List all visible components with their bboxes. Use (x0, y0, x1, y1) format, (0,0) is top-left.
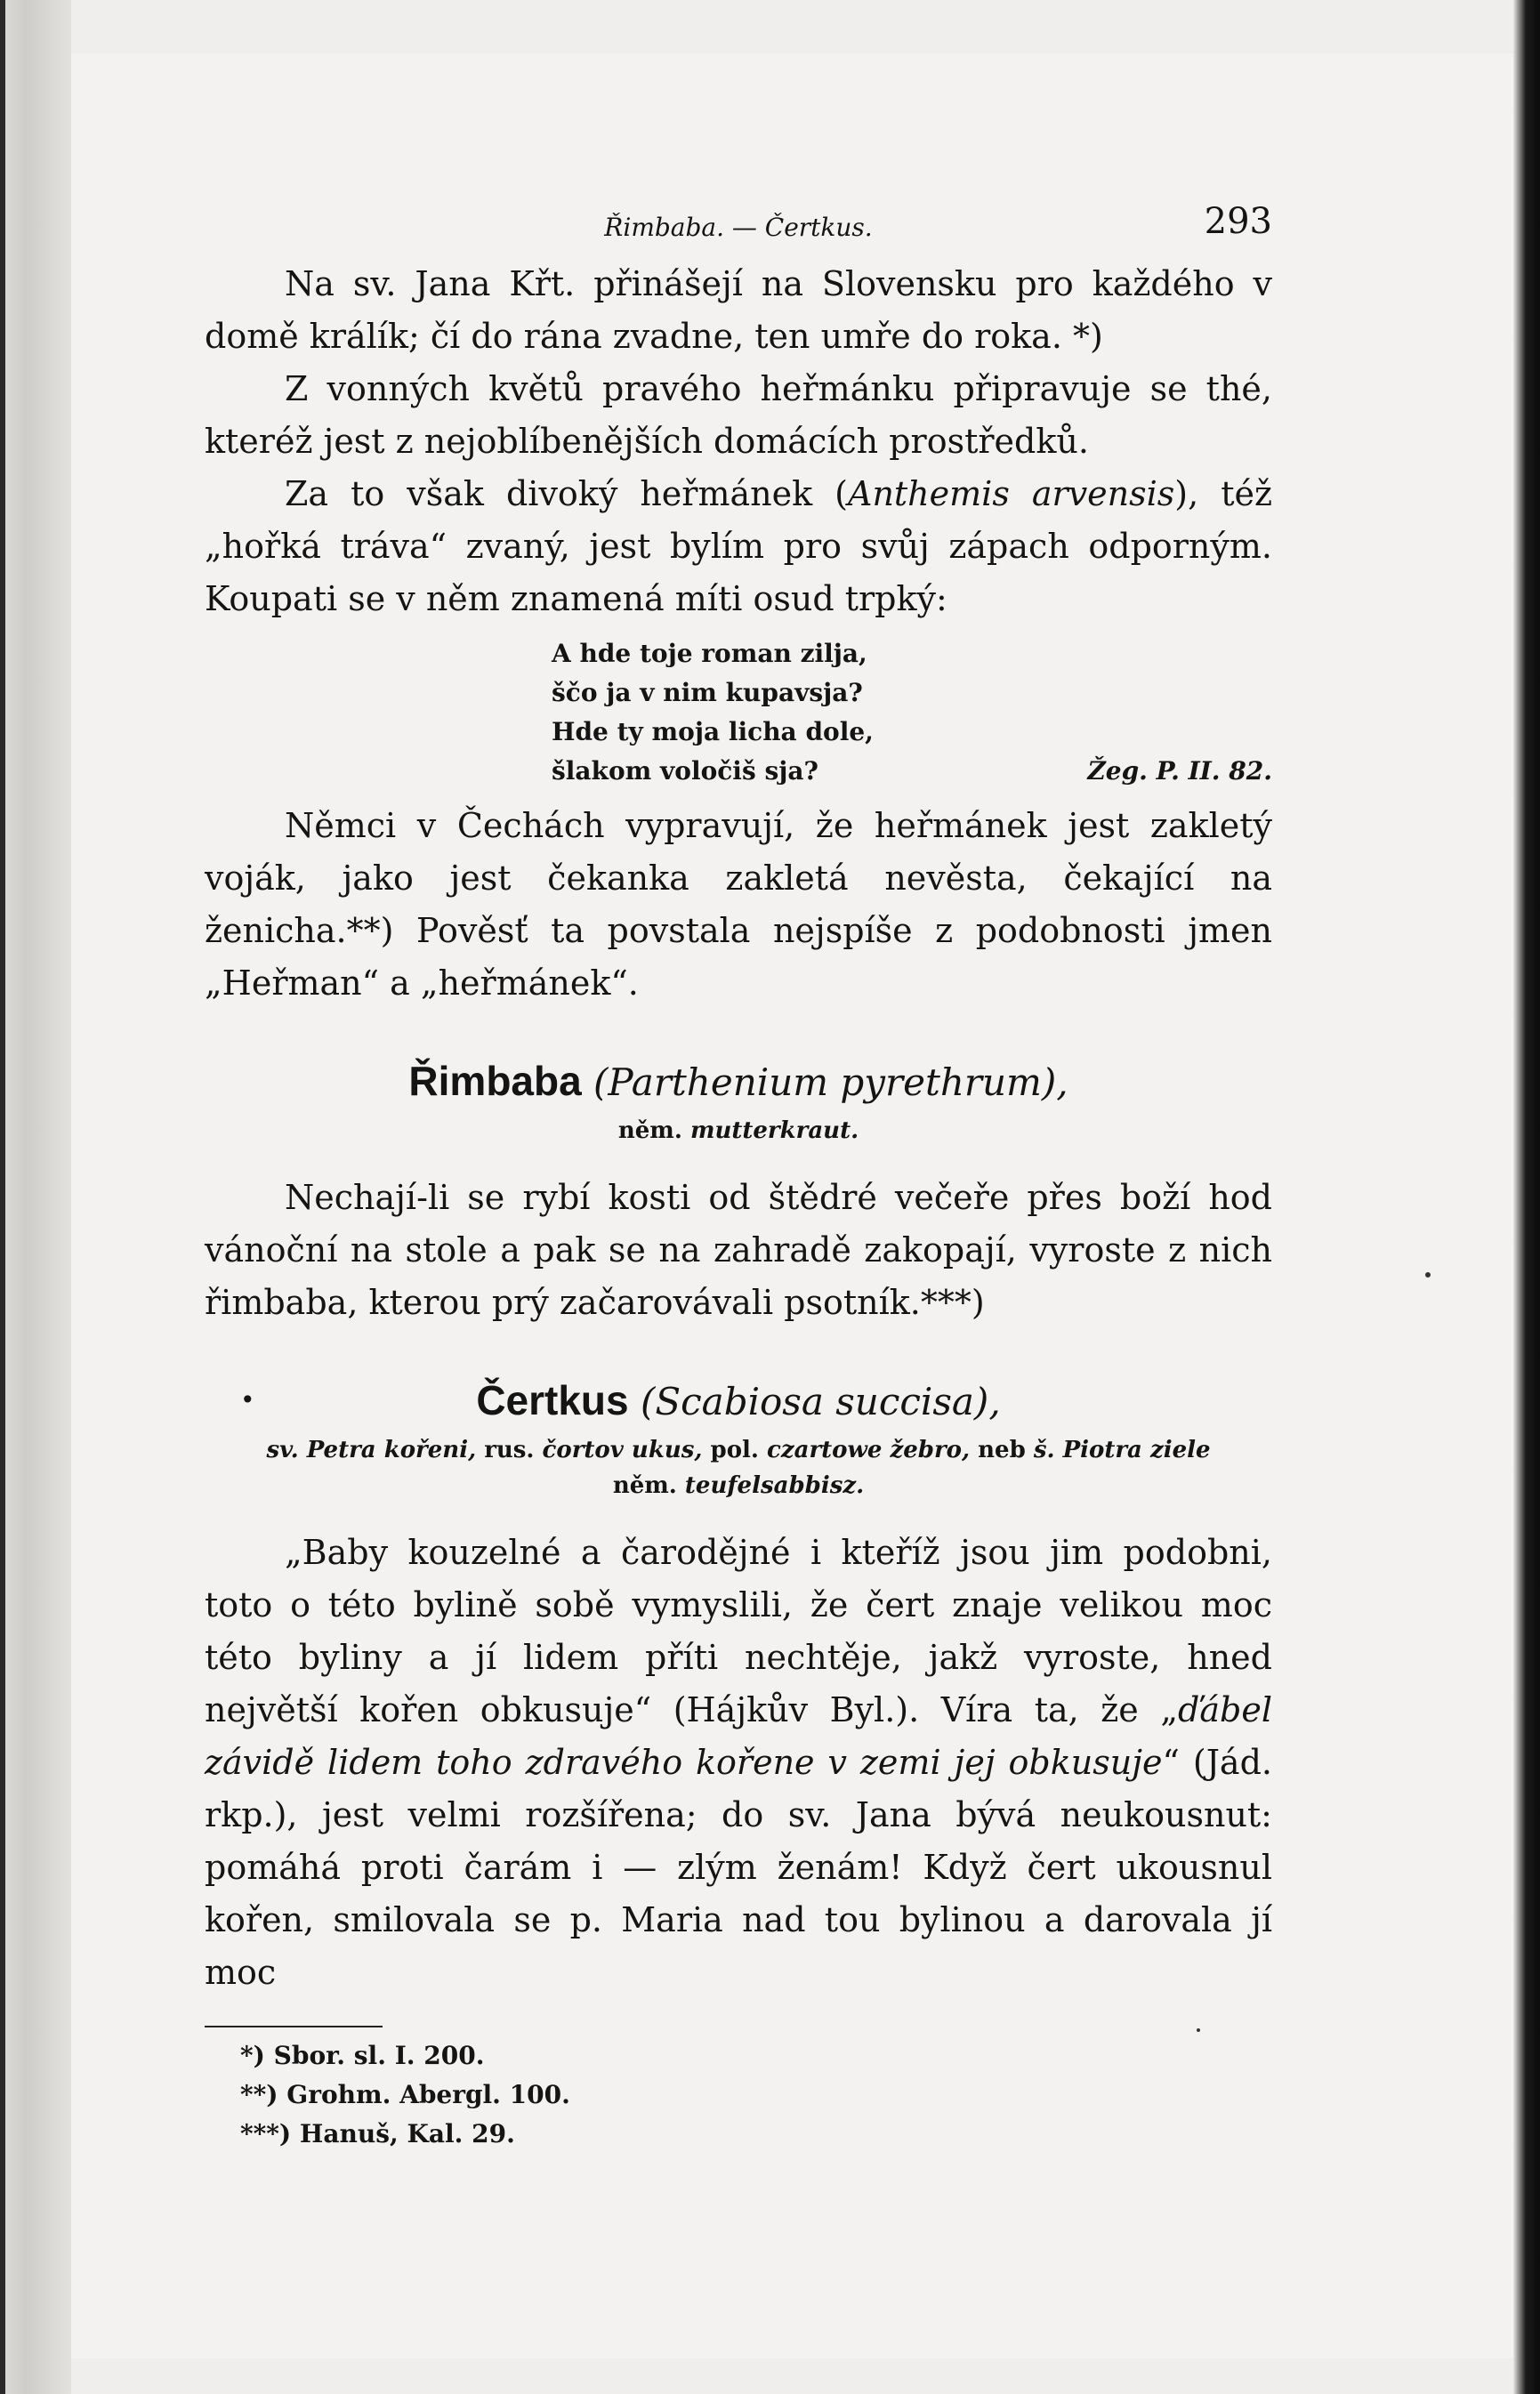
section-latin: (Scabiosa succisa), (640, 1380, 1001, 1423)
footnote-rule (205, 2026, 383, 2027)
page-body (205, 200, 1272, 2154)
paragraph: „Baby kouzelné a čarodějné i kteříž jsou jim podobni, toto o této bylině sobě vymyslili, že čert znaje velikou moc této byliny a jí lidem příti nechtěje, jakž vyroste, hned největší kořen obkusuje“ (Hájkův Byl.). Víra ta, že „ďábel závidě lidem toho zdravého kořene v zemi jej obkusuje“ (Jád. rkp.), jest velmi rozšířena; do sv. Jana bývá neukousnut: pomáhá proti čarám i — zlým ženám! Když čert ukousnul kořen, smilovala se p. Maria nad tou bylinou a darovala jí moc (205, 1533, 1272, 1992)
paragraph: Na sv. Jana Křt. přinášejí na Slovensku pro každého v domě králík; čí do rána zvadne, ten umře do roka. *) (205, 264, 1272, 356)
page-number: 293 (1204, 201, 1272, 242)
section-title: Řimbaba (408, 1058, 582, 1104)
latin-name: Anthemis arvensis (848, 474, 1175, 513)
section-title: Čertkus (476, 1377, 629, 1423)
section-synonyms: sv. Petra kořeni, rus. čortov ukus, pol. czartowe žebro, neb š. Piotra ziele (266, 1437, 1211, 1463)
section-heading-certkus (205, 1374, 1272, 1429)
footnote: **) Grohm. Abergl. 100. (240, 2080, 570, 2109)
verse-line: šlakom voločiš sja? (552, 756, 818, 786)
footnotes (205, 2036, 1272, 2154)
section-heading-rimbaba (205, 1054, 1272, 1109)
bullet-mark: • (240, 1385, 255, 1415)
section-synonyms: něm. mutterkraut. (617, 1117, 859, 1144)
verse-quote (552, 634, 1272, 791)
paragraph: Za to však divoký heřmánek (Anthemis arvensis), též „hořká tráva“ zvaný, jest bylím pro svůj zápach odporným. Koupati se v něm znamená míti osud trpký: (205, 474, 1273, 618)
running-header (205, 196, 1272, 258)
paragraph: Z vonných květů pravého heřmánku připravuje se thé, kteréž jest z nejoblíbenějších domácích prostředků. (205, 369, 1272, 461)
verse-source: Žeg. P. II. 82. (1087, 756, 1272, 786)
page-edge (1513, 0, 1540, 2394)
footnote: ***) Hanuš, Kal. 29. (240, 2119, 515, 2148)
section-synonyms: něm. teufelsabbisz. (612, 1472, 865, 1499)
paragraph: Nechají-li se rybí kosti od štědré večeře přes boží hod vánoční na stole a pak se na zahradě zakopají, vyroste z nich řimbaba, kterou prý začarovávali psotník.***) (205, 1178, 1272, 1322)
verse-line: Hde ty moja licha dole, (552, 717, 874, 746)
speck (1197, 2028, 1200, 2032)
speck (1425, 1272, 1431, 1278)
section-latin: (Parthenium pyrethrum), (593, 1060, 1068, 1104)
verse-line: ščo ja v nim kupavsja? (552, 678, 863, 707)
italic-quote: ďábel závidě lidem toho zdravého kořene v zemi jej obkusuje (205, 1690, 1272, 1782)
book-gutter (0, 0, 71, 2394)
footnote: *) Sbor. sl. I. 200. (240, 2041, 485, 2070)
verse-line: A hde toje roman zilja, (552, 639, 867, 668)
paragraph: Němci v Čechách vypravují, že heřmánek jest zakletý voják, jako jest čekanka zakletá nevěsta, čekající na ženicha.**) Pověsť ta povstala nejspíše z podobnosti jmen „Heřman“ a „heřmánek“. (205, 806, 1272, 1003)
running-head-text: Řimbaba. — Čertkus. (604, 213, 873, 242)
